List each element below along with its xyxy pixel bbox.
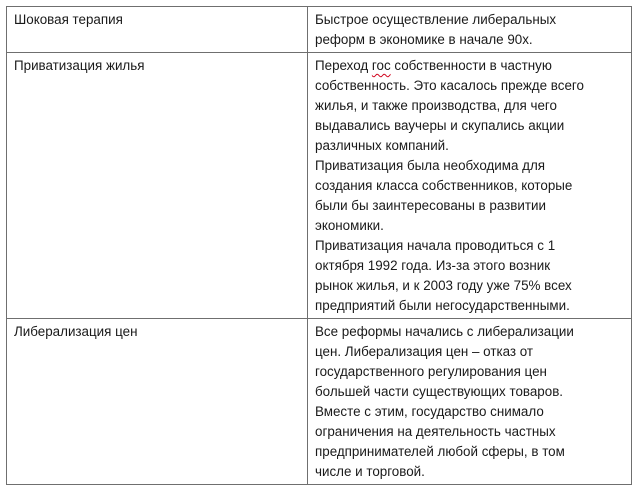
description-line: выдавались ваучеры и скупались акции bbox=[315, 118, 565, 133]
description-line: ограничения на деятельность частных bbox=[315, 424, 556, 439]
description-line: Все реформы начались с либерализации bbox=[315, 324, 574, 339]
term-text: Приватизация жилья bbox=[14, 58, 145, 73]
description-line: октября 1992 года. Из-за этого возник bbox=[315, 258, 551, 273]
description-line: экономики. bbox=[315, 218, 384, 233]
description-line: были бы заинтересованы в развитии bbox=[315, 198, 546, 213]
description-line: реформ в экономике в начале 90х. bbox=[315, 32, 533, 47]
description-line: собственность. Это касалось прежде всего bbox=[315, 78, 584, 93]
table-row bbox=[7, 53, 632, 319]
description-line: государственного регулирования цен bbox=[315, 364, 547, 379]
description-line: Приватизация была необходима для bbox=[315, 158, 546, 173]
table-row bbox=[7, 7, 632, 53]
term-cell bbox=[7, 319, 308, 485]
description-line: различных компаний. bbox=[315, 138, 449, 153]
term-cell bbox=[7, 7, 308, 53]
description-line: предпринимателей любой сферы, в том bbox=[315, 444, 565, 459]
description-line: предприятий были негосударственными. bbox=[315, 298, 570, 313]
reforms-table bbox=[6, 6, 632, 485]
description-line: числе и торговой. bbox=[315, 464, 425, 479]
description-line: Быстрое осуществление либеральных bbox=[315, 12, 557, 27]
term-text: Шоковая терапия bbox=[14, 12, 123, 27]
description-text: собственности в частную bbox=[390, 58, 552, 73]
description-line: рынок жилья, и к 2003 году уже 75% всех bbox=[315, 278, 572, 293]
term-cell bbox=[7, 53, 308, 319]
description-line bbox=[315, 56, 625, 76]
description-cell bbox=[308, 319, 632, 485]
description-line: Вместе с этим, государство снимало bbox=[315, 404, 544, 419]
description-line: цен. Либерализация цен – отказ от bbox=[315, 344, 534, 359]
description-line: создания класса собственников, которые bbox=[315, 178, 573, 193]
description-line: жилья, и также производства, для чего bbox=[315, 98, 557, 113]
misspelled-word[interactable]: гос bbox=[371, 58, 391, 73]
description-text: Переход bbox=[315, 58, 372, 73]
description-cell bbox=[308, 53, 632, 319]
description-line: Приватизация начала проводиться с 1 bbox=[315, 238, 556, 253]
description-cell bbox=[308, 7, 632, 53]
term-text: Либерализация цен bbox=[14, 324, 138, 339]
table-row bbox=[7, 319, 632, 485]
description-line: большей части существующих товаров. bbox=[315, 384, 564, 399]
